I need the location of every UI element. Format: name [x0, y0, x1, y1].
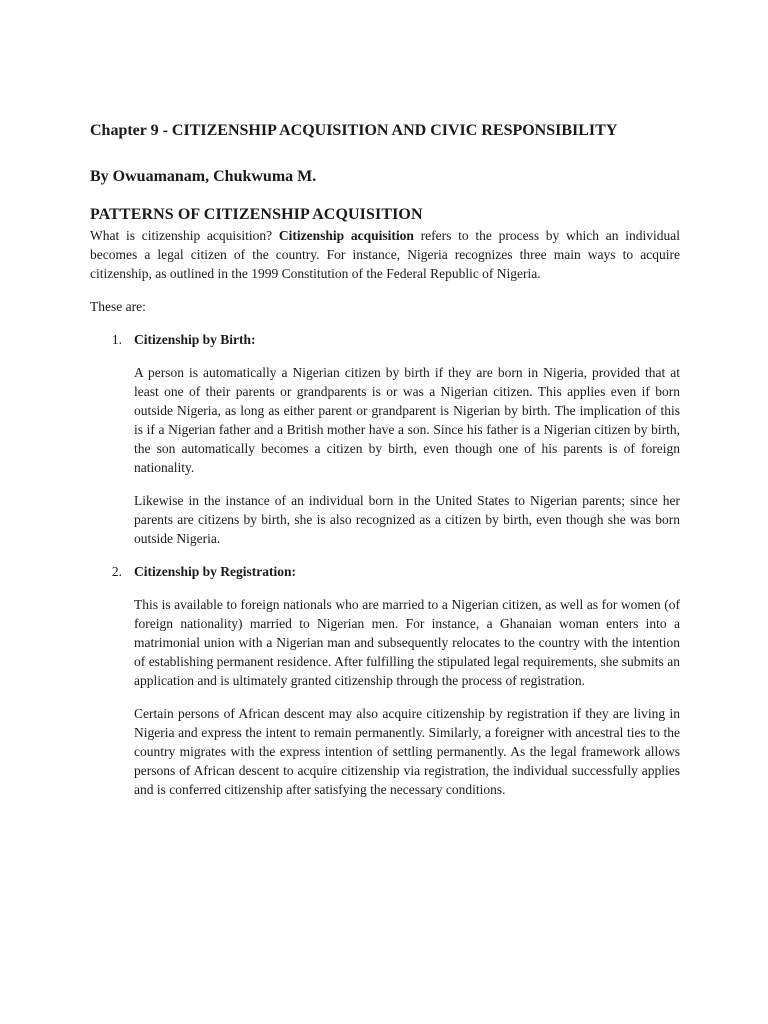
birth-details: [134, 363, 680, 548]
registration-paragraph-1: This is available to foreign nationals who are married to a Nigerian citizen, as well as for women (of foreign nationality) married to Nigerian men. For instance, a Ghanaian woman enters into a matrimonial union with a Nigerian man and subsequently relocates to the country with the intention of establishing permanent residence. After fulfilling the stipulated legal requirements, she submits an application and is ultimately granted citizenship through the process of registration.: [134, 597, 680, 688]
section-heading: PATTERNS OF CITIZENSHIP ACQUISITION: [90, 206, 423, 223]
registration-details: [134, 595, 680, 799]
intro-paragraph: [90, 226, 680, 283]
author-line: By Owuamanam, Chukwuma M.: [90, 168, 317, 185]
list-item-birth: [90, 330, 680, 349]
intro-text-2: refers to the process by which an individual becomes a legal citizen of the country. For instance, Nigeria recognizes three main ways to acquire citizenship, as outlined in the 1999 Constitution of the Federal Republic of Nigeria.: [90, 228, 680, 281]
list-number: 2.: [111, 564, 122, 579]
birth-paragraph-2: Likewise in the instance of an individual born in the United States to Nigerian parents; since her parents are citizens by birth, she is also recognized as a citizen by birth, even though she was born outside Nigeria.: [134, 493, 680, 546]
list-label-birth: Citizenship by Birth:: [134, 332, 256, 347]
list-item-registration: [90, 562, 680, 581]
list-label-registration: Citizenship by Registration:: [134, 564, 296, 579]
list-number: 1.: [111, 332, 122, 347]
registration-paragraph-2: Certain persons of African descent may also acquire citizenship by registration if they are living in Nigeria and express the intent to remain permanently. Similarly, a foreigner with ancestral ties to the country migrates with the express intention of settling permanently. As the legal framework allows persons of African descent to acquire citizenship via registration, the individual successfully applies and is conferred citizenship after satisfying the necessary conditions.: [134, 706, 680, 797]
document-page: [90, 120, 680, 799]
intro-text-1: What is citizenship acquisition?: [90, 228, 279, 243]
these-are-text: These are:: [90, 299, 146, 314]
chapter-title: Chapter 9 - CITIZENSHIP ACQUISITION AND CIVIC RESPONSIBILITY: [90, 122, 618, 139]
birth-paragraph-1: A person is automatically a Nigerian citizen by birth if they are born in Nigeria, provided that at least one of their parents or grandparents is or was a Nigerian citizen. This applies even if born outside Nigeria, as long as either parent or grandparent is Nigerian by birth. The implication of this is if a Nigerian father and a British mother have a son. Since his father is a Nigerian citizen by birth, the son automatically becomes a citizen by birth, even though one of his parents is of foreign nationality.: [134, 365, 680, 475]
intro-bold-term: Citizenship acquisition: [278, 228, 414, 243]
